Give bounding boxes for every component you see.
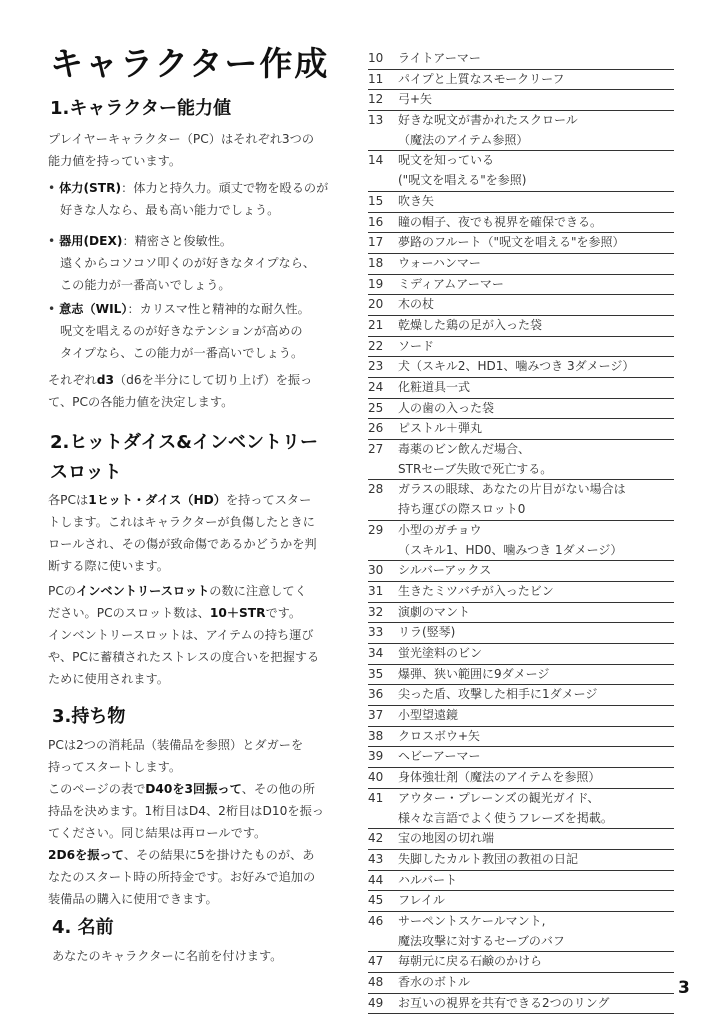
- table-row: [368, 90, 674, 111]
- item-text-line: 犬（スキル2、HD1、噛みつき 3ダメージ）: [398, 359, 635, 374]
- roll-die: d3: [96, 373, 114, 387]
- table-row: [368, 295, 674, 316]
- item-text: [398, 49, 674, 69]
- item-table: [368, 49, 674, 1014]
- stat-str-desc: ：体力と持久力。頑丈で物を殴るのが: [121, 181, 329, 195]
- item-number: 44: [368, 872, 384, 887]
- item-text-line: 木の杖: [398, 297, 435, 312]
- item-text-line: 演劇のマント: [398, 604, 471, 619]
- item-text: [398, 891, 674, 911]
- table-row: [368, 70, 674, 91]
- page-number: 3: [678, 978, 690, 998]
- table-row: [368, 254, 674, 275]
- item-text: [398, 706, 674, 726]
- item-text-line: ガラスの眼球、あなたの片目がない場合は: [398, 482, 626, 497]
- inv-bold: インベントリースロット: [76, 584, 210, 598]
- table-row: [368, 789, 674, 829]
- item-number: 29: [368, 522, 384, 537]
- table-row: [368, 850, 674, 871]
- item-number: 20: [368, 297, 384, 312]
- stat-dex-desc: 遠くからコソコソ叩くのが好きなタイプなら、: [60, 256, 316, 270]
- item-number: 11: [368, 71, 384, 86]
- table-row: [368, 685, 674, 706]
- roll-instructions: [48, 369, 312, 413]
- item-text-line: 宝の地図の切れ端: [398, 831, 495, 846]
- inv-text: インベントリースロットは、アイテムの持ち運び: [48, 628, 314, 642]
- item-text-line: 持ち運びの際スロット0: [398, 502, 526, 517]
- table-row: [368, 275, 674, 296]
- item-text-line: （魔法のアイテム参照）: [398, 132, 529, 147]
- inv-text: です。: [265, 606, 302, 620]
- inv-text: ために使用されます。: [48, 672, 169, 686]
- item-text: [398, 70, 674, 90]
- table-row: [368, 871, 674, 892]
- table-row: [368, 378, 674, 399]
- item-number: 21: [368, 317, 384, 332]
- inventory-paragraph: [48, 580, 319, 690]
- item-text-line: 様々な言語でよく使うフレーズを掲載。: [398, 810, 613, 825]
- stat-dex-label: 器用(DEX): [59, 234, 123, 248]
- table-row: [368, 561, 674, 582]
- table-row: [368, 213, 674, 234]
- inv-text: PCの: [48, 584, 77, 598]
- item-text-line: 失脚したカルト教団の教祖の日記: [398, 851, 579, 866]
- item-number: 14: [368, 153, 384, 168]
- item-text-line: 毎朝元に戻る石鹸のかけら: [398, 954, 543, 969]
- item-text: [398, 912, 674, 951]
- item-text: [398, 727, 674, 747]
- item-text-line: パイプと上質なスモークリーフ: [398, 71, 565, 86]
- item-text: [398, 378, 674, 398]
- item-text: [398, 871, 674, 891]
- item-text: [398, 192, 674, 212]
- item-number: 32: [368, 604, 384, 619]
- inv-slots: 10＋STR: [209, 606, 266, 620]
- table-row: [368, 994, 674, 1015]
- table-row: [368, 768, 674, 789]
- item-text-line: 香水のボトル: [398, 975, 471, 990]
- item-text-line: 弓+矢: [398, 92, 433, 107]
- table-row: [368, 151, 674, 191]
- intro-line: プレイヤーキャラクター（PC）はそれぞれ3つの: [48, 132, 315, 146]
- stat-str: • 体力(STR)：体力と持久力。頑丈で物を殴るのが 好きな人なら、最も高い能力でしょう。: [48, 177, 328, 221]
- poss-text: PCは2つの消耗品（装備品を参照）とダガーを: [48, 738, 304, 752]
- item-text-line: 身体強壮剤（魔法のアイテムを参照）: [398, 770, 601, 785]
- item-text: [398, 337, 674, 357]
- page-title: キャラクター作成: [50, 44, 330, 83]
- item-number: 30: [368, 563, 384, 578]
- poss-text: 、その他の所: [241, 782, 315, 796]
- stat-wil: • 意志（WIL）：カリスマ性と精神的な耐久性。 呪文を唱えるのが好きなテンションが高めの タイプなら、この能力が一番高いでしょう。: [48, 298, 310, 364]
- item-number: 15: [368, 193, 384, 208]
- table-row: [368, 706, 674, 727]
- poss-text: 持品を決めます。1桁目はD4、2桁目はD10を振っ: [48, 804, 324, 818]
- item-text-line: 小型望遠鏡: [398, 708, 459, 723]
- item-text-line: STRセーブ失敗で死亡する。: [398, 461, 553, 476]
- poss-text: 装備品の購入に使用できます。: [48, 892, 218, 906]
- item-text: [398, 111, 674, 150]
- item-number: 22: [368, 338, 384, 353]
- section-4-heading: 4. 名前: [52, 917, 114, 938]
- item-number: 19: [368, 276, 384, 291]
- item-text-line: 呪文を知っている: [398, 153, 495, 168]
- table-row: [368, 912, 674, 952]
- hit-dice-paragraph: [48, 489, 317, 577]
- item-number: 10: [368, 51, 384, 65]
- table-row: [368, 49, 674, 70]
- name-text: あなたのキャラクターに名前を付けます。: [52, 949, 283, 963]
- item-text: [398, 90, 674, 110]
- item-text: [398, 685, 674, 705]
- item-text-line: アウター・プレーンズの観光ガイド、: [398, 790, 600, 805]
- item-number: 34: [368, 646, 384, 661]
- item-text: [398, 521, 674, 560]
- inv-text: や、PCに蓄積されたストレスの度合いを把握する: [48, 650, 320, 664]
- section-3-heading: 3.持ち物: [52, 706, 126, 727]
- item-text-line: ソード: [398, 338, 435, 353]
- table-row: [368, 665, 674, 686]
- item-text: [398, 480, 674, 519]
- item-text-line: お互いの視界を共有できる2つのリング: [398, 995, 610, 1010]
- item-text: [398, 561, 674, 581]
- item-number: 17: [368, 235, 384, 250]
- table-row: [368, 891, 674, 912]
- roll-text: （d6を半分にして切り上げ）を振っ: [113, 373, 313, 387]
- item-number: 43: [368, 851, 384, 866]
- hd-text: トします。これはキャラクターが負傷したときに: [48, 515, 315, 529]
- item-text: [398, 419, 674, 439]
- intro-line: 能力値を持っています。: [48, 154, 182, 168]
- item-number: 25: [368, 400, 384, 415]
- table-row: [368, 233, 674, 254]
- item-text-line: 魔法攻撃に対するセーブのバフ: [398, 933, 565, 948]
- item-text: [398, 316, 674, 336]
- item-text: [398, 233, 674, 253]
- item-text-line: （スキル1、HD0、噛みつき 1ダメージ）: [398, 542, 623, 557]
- table-row: [368, 316, 674, 337]
- item-number: 13: [368, 113, 384, 128]
- poss-text: このページの表で: [48, 782, 146, 796]
- item-text-line: 化粧道具一式: [398, 380, 471, 395]
- item-number: 35: [368, 666, 384, 681]
- item-text: [398, 151, 674, 190]
- item-text: [398, 295, 674, 315]
- item-number: 47: [368, 954, 384, 969]
- table-row: [368, 521, 674, 561]
- item-text: [398, 357, 674, 377]
- table-row: [368, 480, 674, 520]
- item-text: [398, 603, 674, 623]
- item-text-line: ハルバート: [398, 872, 458, 887]
- item-number: 45: [368, 893, 384, 908]
- table-row: [368, 337, 674, 358]
- item-text: [398, 665, 674, 685]
- poss-bold: D40を3回振って: [145, 782, 242, 796]
- section-2-heading-cont: スロット: [50, 462, 122, 483]
- item-number: 23: [368, 359, 384, 374]
- item-text: [398, 952, 674, 972]
- inv-text: の数に注意してく: [209, 584, 307, 598]
- table-row: [368, 727, 674, 748]
- item-text-line: 小型のガチョウ: [398, 522, 482, 537]
- item-text: [398, 440, 674, 479]
- item-text-line: ウォーハンマー: [398, 255, 481, 270]
- item-number: 42: [368, 831, 384, 846]
- stat-wil-desc: タイプなら、この能力が一番高いでしょう。: [60, 346, 304, 360]
- stat-wil-desc: ：カリスマ性と精神的な耐久性。: [127, 302, 310, 316]
- table-row: [368, 973, 674, 994]
- possessions-paragraph: [48, 734, 324, 910]
- stat-dex-desc: ：精密さと俊敏性。: [122, 234, 233, 248]
- item-number: 16: [368, 214, 384, 229]
- table-row: [368, 644, 674, 665]
- item-text: [398, 973, 674, 993]
- inv-text: ださい。PCのスロット数は、: [48, 606, 210, 620]
- item-text: [398, 747, 674, 767]
- item-text-line: クロスボウ+矢: [398, 728, 481, 743]
- item-text: [398, 399, 674, 419]
- table-row: [368, 623, 674, 644]
- poss-bold: 2D6を振って: [48, 848, 124, 862]
- table-row: [368, 747, 674, 768]
- item-text: [398, 582, 674, 602]
- item-number: 28: [368, 482, 384, 497]
- item-text-line: 人の歯の入った袋: [398, 400, 495, 415]
- table-row: [368, 603, 674, 624]
- stat-dex: • 器用(DEX)：精密さと俊敏性。 遠くからコソコソ叩くのが好きなタイプなら、 この能力が一番高いでしょう。: [48, 230, 315, 296]
- item-text-line: 爆弾、狭い範囲に9ダメージ: [398, 666, 550, 681]
- item-text: [398, 768, 674, 788]
- stat-str-label: 体力(STR): [59, 181, 122, 195]
- item-number: 12: [368, 92, 384, 107]
- item-text: [398, 213, 674, 233]
- item-number: 38: [368, 728, 384, 743]
- hd-bold: 1ヒット・ダイス（HD）: [88, 493, 226, 507]
- item-text-line: フレイル: [398, 893, 445, 908]
- item-number: 27: [368, 442, 384, 457]
- item-text-line: ミディアムアーマー: [398, 276, 504, 291]
- hd-text: 断する際に使います。: [48, 559, 169, 573]
- roll-text: て、PCの各能力値を決定します。: [48, 395, 234, 409]
- item-text: [398, 994, 674, 1014]
- item-text: [398, 275, 674, 295]
- table-row: [368, 399, 674, 420]
- table-row: [368, 440, 674, 480]
- poss-text: なたのスタート時の所持金です。お好みで追加の: [48, 870, 316, 884]
- hd-text: 各PCは: [48, 493, 89, 507]
- table-row: [368, 192, 674, 213]
- item-text-line: シルバーアックス: [398, 563, 492, 578]
- item-number: 48: [368, 975, 384, 990]
- item-number: 33: [368, 625, 384, 640]
- item-text-line: 瞳の帽子、夜でも視界を確保できる。: [398, 214, 603, 229]
- item-text-line: ヘビーアーマー: [398, 749, 481, 764]
- item-text-line: 乾燥した鶏の足が入った袋: [398, 317, 543, 332]
- hd-text: を持ってスター: [226, 493, 312, 507]
- poss-text: 持ってスタートします。: [48, 760, 182, 774]
- item-text: [398, 254, 674, 274]
- item-text: [398, 850, 674, 870]
- item-text-line: 蛍光塗料のビン: [398, 646, 483, 661]
- stat-wil-desc: 呪文を唱えるのが好きなテンションが高めの: [60, 324, 303, 338]
- item-text: [398, 623, 674, 643]
- section-1-heading: 1.キャラクター能力値: [50, 98, 232, 119]
- item-number: 41: [368, 790, 384, 805]
- table-row: [368, 111, 674, 151]
- poss-text: てください。同じ結果は再ロールです。: [48, 826, 267, 840]
- poss-text: 、その結果に5を掛けたものが、あ: [123, 848, 315, 862]
- item-number: 24: [368, 380, 384, 395]
- item-text-line: 毒薬のビン飲んだ場合、: [398, 442, 531, 457]
- table-row: [368, 419, 674, 440]
- item-text-line: 生きたミツバチが入ったビン: [398, 583, 554, 598]
- item-number: 36: [368, 687, 384, 702]
- item-text-line: サーペントスケールマント,: [398, 913, 546, 928]
- stat-str-desc: 好きな人なら、最も高い能力でしょう。: [60, 203, 280, 217]
- table-row: [368, 357, 674, 378]
- item-text: [398, 789, 674, 828]
- item-number: 18: [368, 255, 384, 270]
- roll-text: それぞれ: [48, 373, 97, 387]
- item-text: [398, 829, 674, 849]
- item-text-line: 尖った盾、攻撃した相手に1ダメージ: [398, 687, 598, 702]
- hd-text: ロールされ、その傷が致命傷であるかどうかを判: [48, 537, 317, 551]
- item-number: 40: [368, 770, 384, 785]
- item-number: 39: [368, 749, 384, 764]
- item-text-line: 好きな呪文が書かれたスクロール: [398, 113, 578, 128]
- section-1-intro: [48, 128, 314, 172]
- item-text-line: ピストル＋弾丸: [398, 421, 483, 436]
- item-text-line: 夢路のフルート（"呪文を唱える"を参照）: [398, 235, 625, 250]
- table-row: [368, 829, 674, 850]
- stat-dex-desc: この能力が一番高いでしょう。: [60, 278, 231, 292]
- item-text: [398, 644, 674, 664]
- item-number: 49: [368, 995, 384, 1010]
- section-2-heading: 2.ヒットダイス&インベントリー: [50, 432, 318, 453]
- item-number: 46: [368, 913, 384, 928]
- item-text-line: ライトアーマー: [398, 51, 481, 65]
- stat-wil-label: 意志（WIL）: [59, 302, 128, 316]
- item-number: 37: [368, 708, 384, 723]
- item-number: 31: [368, 583, 384, 598]
- item-text-line: ("呪文を唱える"を参照): [398, 173, 527, 188]
- item-number: 26: [368, 421, 384, 436]
- table-row: [368, 952, 674, 973]
- table-row: [368, 582, 674, 603]
- item-text-line: リラ(竪琴): [398, 625, 456, 640]
- item-text-line: 吹き矢: [398, 193, 435, 208]
